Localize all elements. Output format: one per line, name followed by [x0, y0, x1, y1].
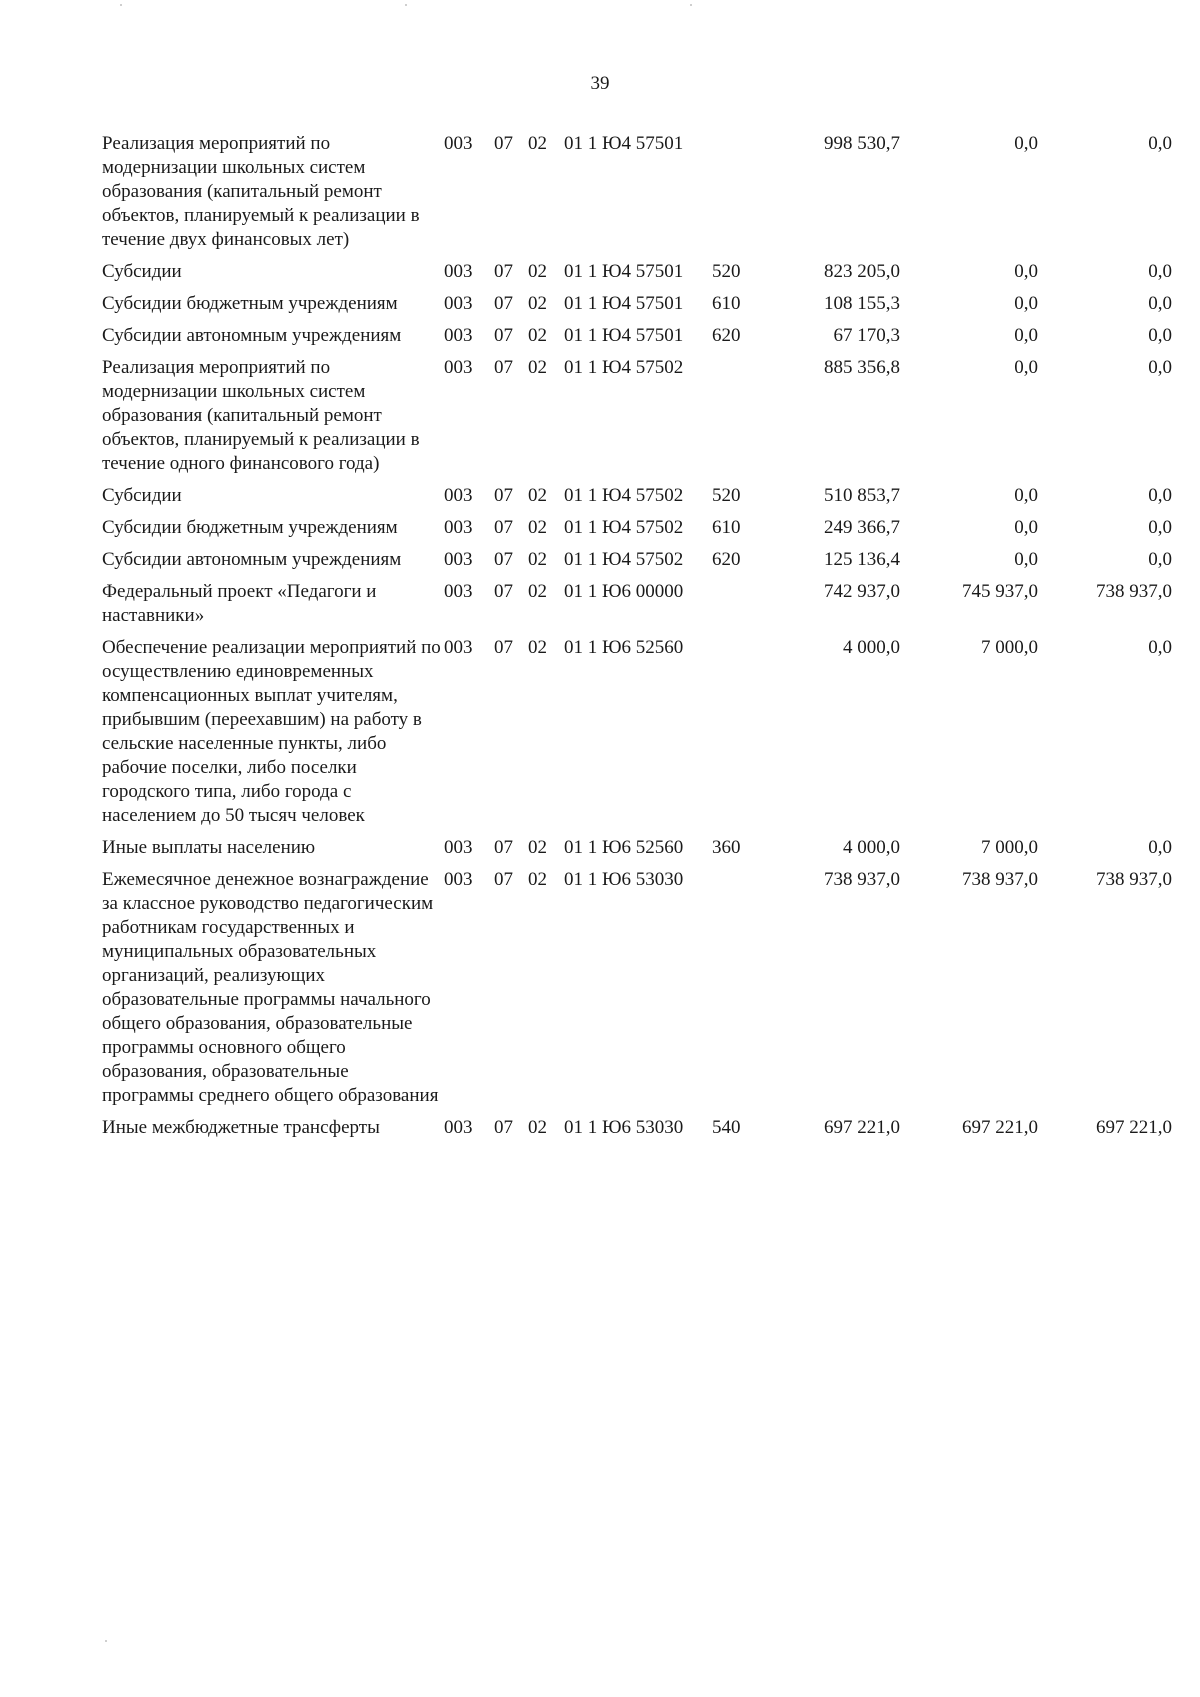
amount-year-2: 7 000,0	[981, 637, 1038, 658]
expense-type-code: 360	[712, 837, 741, 858]
table-row	[102, 836, 1172, 868]
amount-year-1: 67 170,3	[833, 325, 900, 346]
target-article-code: 01 1 Ю4 57502	[564, 485, 684, 506]
amount-year-1: 249 366,7	[824, 517, 900, 538]
target-article-code: 01 1 Ю6 52560	[564, 837, 684, 858]
row-name: Иные выплаты населению	[102, 837, 316, 858]
budget-table-body	[102, 132, 1172, 1148]
row-name: Субсидии	[102, 261, 182, 282]
scan-speck	[120, 4, 122, 6]
section-code: 07	[494, 325, 513, 346]
expense-type-code: 520	[712, 485, 741, 506]
expense-type-code	[712, 132, 752, 260]
amount-year-2: 0,0	[1014, 261, 1038, 282]
section-code: 07	[494, 261, 513, 282]
expense-type-code: 620	[712, 549, 741, 570]
scan-speck	[105, 1640, 107, 1642]
amount-year-3: 697 221,0	[1096, 1117, 1172, 1138]
expense-type-code: 610	[712, 517, 741, 538]
amount-year-1: 125 136,4	[824, 549, 900, 570]
expense-type-code: 610	[712, 293, 741, 314]
subsection-code: 02	[528, 325, 547, 346]
amount-year-3: 0,0	[1148, 325, 1172, 346]
subsection-code: 02	[528, 549, 547, 570]
expense-type-code	[712, 636, 752, 836]
budget-table	[102, 132, 1172, 1148]
section-code: 07	[494, 869, 513, 890]
amount-year-1: 742 937,0	[824, 581, 900, 602]
amount-year-3: 0,0	[1148, 485, 1172, 506]
row-name: Федеральный проект «Педагоги и наставники»	[102, 581, 377, 626]
amount-year-1: 823 205,0	[824, 261, 900, 282]
amount-year-3: 0,0	[1148, 517, 1172, 538]
target-article-code: 01 1 Ю6 53030	[564, 869, 684, 890]
amount-year-3: 0,0	[1148, 261, 1172, 282]
chapter-code: 003	[444, 133, 473, 154]
subsection-code: 02	[528, 1117, 547, 1138]
table-row	[102, 260, 1172, 292]
section-code: 07	[494, 133, 513, 154]
amount-year-3: 738 937,0	[1096, 581, 1172, 602]
row-name: Ежемесячное денежное вознаграждение за классное руководство педагогическим работникам государственных и муниципальных образовательных организаций, реализующих образовательные программы начального общего образования, образовательные программы основного общего образования, образовательные программы среднего общего образования	[102, 869, 439, 1106]
scan-speck	[405, 4, 407, 6]
expense-type-code	[712, 868, 752, 1116]
section-code: 07	[494, 581, 513, 602]
chapter-code: 003	[444, 517, 473, 538]
subsection-code: 02	[528, 517, 547, 538]
row-name: Иные межбюджетные трансферты	[102, 1117, 380, 1138]
chapter-code: 003	[444, 485, 473, 506]
section-code: 07	[494, 1117, 513, 1138]
amount-year-2: 0,0	[1014, 549, 1038, 570]
chapter-code: 003	[444, 837, 473, 858]
chapter-code: 003	[444, 869, 473, 890]
section-code: 07	[494, 549, 513, 570]
table-row	[102, 324, 1172, 356]
row-name: Обеспечение реализации мероприятий по осуществлению единовременных компенсационных выплат учителям, прибывшим (переехавшим) на работу в сельские населенные пункты, либо рабочие поселки, либо поселки городского типа, либо города с населением до 50 тысяч человек	[102, 637, 441, 826]
subsection-code: 02	[528, 133, 547, 154]
amount-year-1: 738 937,0	[824, 869, 900, 890]
section-code: 07	[494, 837, 513, 858]
row-name: Субсидии бюджетным учреждениям	[102, 517, 398, 538]
amount-year-2: 7 000,0	[981, 837, 1038, 858]
subsection-code: 02	[528, 869, 547, 890]
table-row	[102, 636, 1172, 836]
row-name: Реализация мероприятий по модернизации школьных систем образования (капитальный ремонт объектов, планируемый к реализации в течение одного финансового года)	[102, 357, 420, 474]
amount-year-2: 0,0	[1014, 485, 1038, 506]
table-row	[102, 548, 1172, 580]
amount-year-1: 108 155,3	[824, 293, 900, 314]
chapter-code: 003	[444, 325, 473, 346]
subsection-code: 02	[528, 581, 547, 602]
table-row	[102, 868, 1172, 1116]
amount-year-2: 0,0	[1014, 357, 1038, 378]
amount-year-1: 510 853,7	[824, 485, 900, 506]
chapter-code: 003	[444, 581, 473, 602]
section-code: 07	[494, 517, 513, 538]
subsection-code: 02	[528, 837, 547, 858]
subsection-code: 02	[528, 637, 547, 658]
table-row	[102, 580, 1172, 636]
subsection-code: 02	[528, 261, 547, 282]
amount-year-2: 0,0	[1014, 517, 1038, 538]
chapter-code: 003	[444, 637, 473, 658]
expense-type-code: 520	[712, 261, 741, 282]
row-name: Реализация мероприятий по модернизации школьных систем образования (капитальный ремонт объектов, планируемый к реализации в течение двух финансовых лет)	[102, 133, 420, 250]
section-code: 07	[494, 293, 513, 314]
scan-speck	[690, 4, 692, 6]
table-row	[102, 484, 1172, 516]
row-name: Субсидии	[102, 485, 182, 506]
chapter-code: 003	[444, 293, 473, 314]
table-row	[102, 132, 1172, 260]
amount-year-2: 0,0	[1014, 293, 1038, 314]
target-article-code: 01 1 Ю4 57501	[564, 325, 684, 346]
target-article-code: 01 1 Ю6 52560	[564, 637, 684, 658]
row-name: Субсидии автономным учреждениям	[102, 549, 402, 570]
chapter-code: 003	[444, 261, 473, 282]
section-code: 07	[494, 637, 513, 658]
amount-year-3: 0,0	[1148, 357, 1172, 378]
amount-year-1: 4 000,0	[843, 837, 900, 858]
target-article-code: 01 1 Ю4 57501	[564, 133, 684, 154]
expense-type-code: 540	[712, 1117, 741, 1138]
page-number: 39	[590, 73, 610, 94]
amount-year-2: 0,0	[1014, 133, 1038, 154]
amount-year-1: 4 000,0	[843, 637, 900, 658]
amount-year-2: 697 221,0	[962, 1117, 1038, 1138]
target-article-code: 01 1 Ю6 00000	[564, 581, 684, 602]
chapter-code: 003	[444, 357, 473, 378]
subsection-code: 02	[528, 357, 547, 378]
chapter-code: 003	[444, 549, 473, 570]
table-row	[102, 292, 1172, 324]
amount-year-1: 697 221,0	[824, 1117, 900, 1138]
amount-year-3: 0,0	[1148, 549, 1172, 570]
amount-year-2: 0,0	[1014, 325, 1038, 346]
target-article-code: 01 1 Ю4 57502	[564, 357, 684, 378]
target-article-code: 01 1 Ю4 57501	[564, 261, 684, 282]
amount-year-3: 0,0	[1148, 637, 1172, 658]
subsection-code: 02	[528, 485, 547, 506]
amount-year-3: 0,0	[1148, 293, 1172, 314]
target-article-code: 01 1 Ю4 57501	[564, 293, 684, 314]
chapter-code: 003	[444, 1117, 473, 1138]
table-row	[102, 1116, 1172, 1148]
section-code: 07	[494, 357, 513, 378]
amount-year-2: 745 937,0	[962, 581, 1038, 602]
target-article-code: 01 1 Ю6 53030	[564, 1117, 684, 1138]
table-row	[102, 356, 1172, 484]
section-code: 07	[494, 485, 513, 506]
expense-type-code: 620	[712, 325, 741, 346]
amount-year-1: 998 530,7	[824, 133, 900, 154]
subsection-code: 02	[528, 293, 547, 314]
expense-type-code	[712, 580, 752, 636]
target-article-code: 01 1 Ю4 57502	[564, 517, 684, 538]
row-name: Субсидии автономным учреждениям	[102, 325, 402, 346]
amount-year-1: 885 356,8	[824, 357, 900, 378]
expense-type-code	[712, 356, 752, 484]
target-article-code: 01 1 Ю4 57502	[564, 549, 684, 570]
amount-year-3: 738 937,0	[1096, 869, 1172, 890]
amount-year-3: 0,0	[1148, 837, 1172, 858]
row-name: Субсидии бюджетным учреждениям	[102, 293, 398, 314]
table-row	[102, 516, 1172, 548]
amount-year-2: 738 937,0	[962, 869, 1038, 890]
amount-year-3: 0,0	[1148, 133, 1172, 154]
